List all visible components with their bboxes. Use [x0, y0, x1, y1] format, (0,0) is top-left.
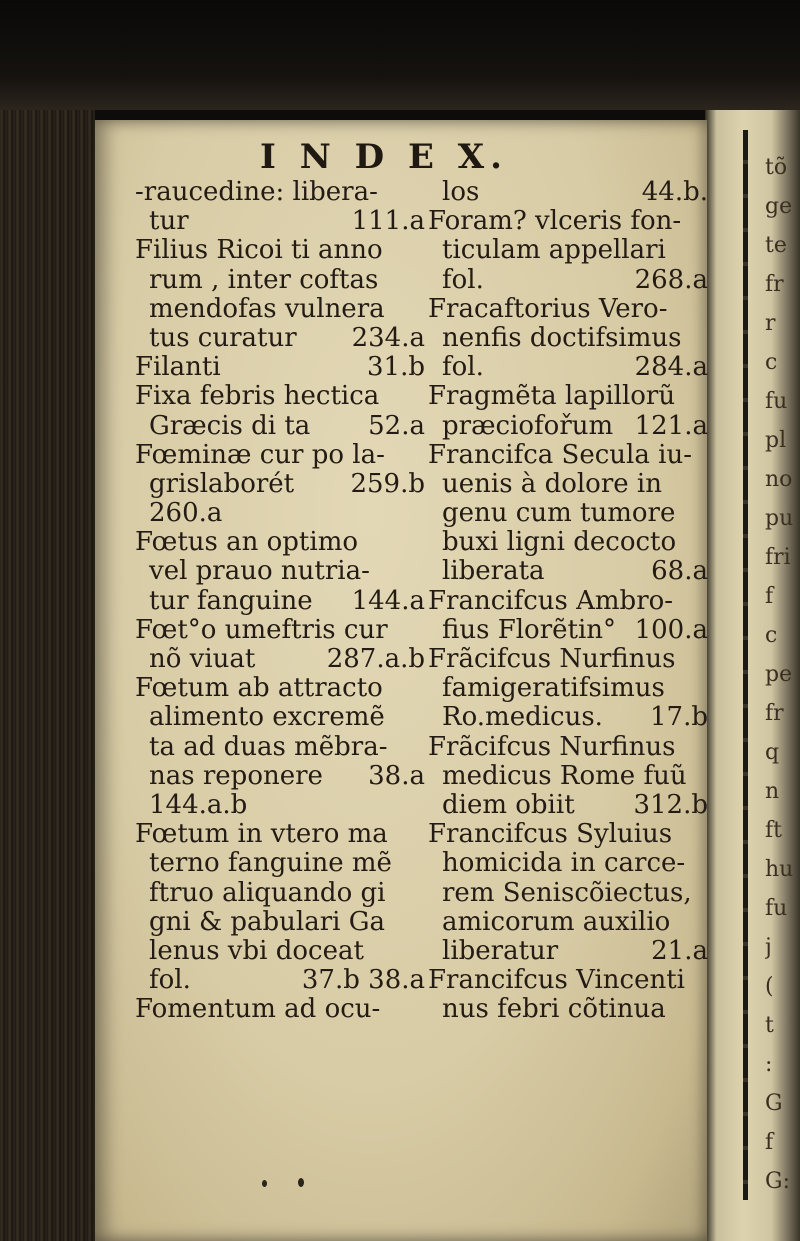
index-entry-line [428, 441, 708, 470]
entry-page-ref: 284.a [634, 352, 708, 383]
entry-text: Francifcus Vincenti [428, 965, 685, 996]
entry-page-ref: 144.a [351, 585, 425, 616]
index-entry-line [428, 528, 708, 557]
index-entry-line [135, 791, 425, 820]
entry-text: genu cum tumore [442, 498, 676, 529]
entry-page-ref: 44.b. [641, 177, 708, 207]
entry-text: Fracaftorius Vero- [428, 293, 668, 324]
entry-text: liberata [442, 556, 545, 587]
facing-page-fragment: j [765, 935, 772, 960]
facing-page-fragment: G: [765, 1169, 790, 1194]
facing-page-fragment: pe [765, 662, 793, 687]
entry-text: tur [149, 206, 189, 237]
index-entry-line [428, 966, 708, 995]
index-entry-line [135, 353, 425, 382]
entry-text: famigeratifsimus [442, 673, 665, 704]
index-entry-line [428, 266, 708, 295]
index-column-right [428, 178, 708, 1024]
entry-text: buxi ligni decocto [442, 527, 677, 558]
index-entry-line [428, 937, 708, 966]
facing-page-fragment: r [765, 311, 776, 336]
facing-page-fragment: no [765, 467, 793, 492]
facing-page [705, 110, 800, 1241]
index-entry-line [428, 587, 708, 616]
facing-page-fragment: f [765, 1130, 774, 1155]
entry-text: Fœtum in vtero ma [135, 819, 388, 850]
entry-page-ref: 37.b 38.a [301, 965, 425, 996]
facing-page-fragment: fri [765, 545, 791, 570]
facing-page-fragment: pu [765, 506, 794, 531]
index-entry-line [135, 295, 425, 324]
entry-text: tur fanguine [149, 585, 313, 616]
index-entry-line [135, 587, 425, 616]
index-entry-line [135, 616, 425, 645]
entry-text: 144.a.b [149, 789, 248, 820]
index-entry-line [135, 324, 425, 353]
facing-page-fragment: fu [765, 389, 788, 414]
entry-text: Filius Ricoi ti anno [135, 235, 383, 266]
entry-text: ta ad duas mẽbra- [149, 731, 388, 762]
facing-page-fragment: fr [765, 701, 784, 726]
index-entry-line [135, 674, 425, 703]
entry-page-ref: 68.a [651, 556, 708, 587]
facing-page-fragment: hu [765, 857, 794, 882]
entry-text: Francifca Secula iu- [428, 439, 692, 470]
entry-text: Fixa febris hectica [135, 381, 380, 412]
entry-text: fol. [442, 352, 484, 383]
entry-page-ref: 111.a [351, 206, 425, 237]
index-entry-line [428, 879, 708, 908]
entry-page-ref: 312.b [633, 789, 708, 820]
entry-text: Francifcus Ambro- [428, 585, 674, 616]
entry-text: Fomentum ad ocu- [135, 994, 381, 1025]
index-entry-line [135, 733, 425, 762]
entry-text: nus febri cõtinua [442, 994, 666, 1025]
index-entry-line [428, 324, 708, 353]
facing-page-fragment: G [765, 1091, 783, 1116]
entry-text: medicus Rome fuũ [442, 760, 687, 791]
index-entry-line [135, 207, 425, 236]
entry-text: 260.a [149, 498, 223, 529]
entry-text: præciofořum [442, 410, 614, 441]
index-entry-line [428, 353, 708, 382]
entry-page-ref: 100.a [634, 614, 708, 645]
entry-text: homicida in carce- [442, 848, 686, 879]
entry-text: tus curatur [149, 322, 297, 353]
index-entry-line [428, 762, 708, 791]
index-entry-line [135, 703, 425, 732]
index-entry-line [135, 499, 425, 528]
index-entry-line [135, 849, 425, 878]
index-entry-line [135, 762, 425, 791]
index-entry-line [135, 178, 425, 207]
facing-page-fragment: c [765, 350, 778, 375]
facing-page-fragment: ft [765, 818, 782, 843]
index-entry-line [428, 820, 708, 849]
ink-speck [262, 1180, 267, 1187]
index-entry-line [428, 703, 708, 732]
entry-page-ref: 259.b [350, 468, 425, 499]
index-entry-line [428, 236, 708, 265]
entry-text: nenfis doctifsimus [442, 322, 682, 353]
facing-page-fragment: te [765, 233, 787, 258]
index-entry-line [135, 528, 425, 557]
entry-text: fol. [442, 264, 484, 295]
entry-text: Frãcifcus Nurfinus [428, 731, 676, 762]
index-entry-line [135, 382, 425, 411]
entry-text: alimento excremẽ [149, 702, 385, 733]
index-entry-line [428, 616, 708, 645]
index-entry-line [428, 178, 708, 207]
entry-page-ref: 21.a [651, 935, 708, 966]
facing-page-fragment: ge [765, 194, 793, 219]
entry-text: amicorum auxilio [442, 906, 671, 937]
facing-page-fragment: fu [765, 896, 788, 921]
index-entry-line [428, 791, 708, 820]
facing-page-fragment: ( [765, 974, 774, 999]
entry-text: ticulam appellari [442, 235, 666, 266]
index-entry-line [135, 995, 425, 1024]
facing-page-fragment: fr [765, 272, 784, 297]
index-entry-line [135, 470, 425, 499]
entry-page-ref: 121.a [634, 410, 708, 441]
entry-page-ref: 52.a [368, 410, 425, 441]
index-entry-line [428, 295, 708, 324]
entry-page-ref: 268.a [634, 264, 708, 295]
entry-text: Ro.medicus. [442, 702, 603, 733]
entry-text: mendofas vulnera [149, 293, 385, 324]
dark-background [0, 0, 800, 110]
index-entry-line [428, 499, 708, 528]
facing-page-fragment: tõ [765, 155, 788, 180]
index-entry-line [428, 849, 708, 878]
index-entry-line [428, 207, 708, 236]
index-entry-line [428, 412, 708, 441]
entry-text: Fœtus an optimo [135, 527, 359, 558]
entry-text: Francifcus Syluius [428, 819, 673, 850]
index-entry-line [135, 908, 425, 937]
entry-text: rem Seniscõiectus, [442, 877, 692, 908]
entry-text: rum , inter coftas [149, 264, 379, 295]
index-entry-line [428, 470, 708, 499]
index-entry-line [135, 441, 425, 470]
index-entry-line [135, 645, 425, 674]
entry-text: los [442, 177, 480, 207]
entry-page-ref: 38.a [368, 760, 425, 791]
entry-text: diem obiit [442, 789, 575, 820]
entry-page-ref: 287.a.b [326, 644, 425, 674]
entry-text: vel prauo nutria- [149, 556, 370, 587]
entry-text: fius Florẽtin° [442, 614, 617, 645]
index-entry-line [135, 820, 425, 849]
entry-text: Foram? vlceris fon- [428, 206, 682, 237]
facing-page-fragment: pl [765, 428, 787, 453]
entry-text: fol. [149, 965, 191, 996]
entry-text: Fœtum ab attracto [135, 673, 383, 704]
index-entry-line [428, 382, 708, 411]
facing-page-fragment: f [765, 584, 774, 609]
entry-page-ref: 31.b [367, 352, 425, 383]
page-header: I N D E X. [260, 137, 508, 177]
entry-text: Filanti [135, 352, 221, 383]
index-entry-line [428, 733, 708, 762]
facing-page-fragment: t [765, 1013, 774, 1038]
index-entry-line [428, 645, 708, 674]
index-entry-line [135, 412, 425, 441]
entry-text: Frãcifcus Nurfinus [428, 644, 676, 674]
entry-text: Fœt°o umeftris cur [135, 614, 388, 645]
ink-speck [298, 1178, 304, 1187]
facing-page-fragment: : [765, 1052, 773, 1077]
entry-text: lenus vbi doceat [149, 935, 364, 966]
index-entry-line [428, 674, 708, 703]
entry-text: grislaborét [149, 468, 295, 499]
gutter-shadow [743, 130, 748, 1200]
index-column-left [135, 178, 425, 1024]
index-entry-line [135, 937, 425, 966]
entry-text: Fœminæ cur po la- [135, 439, 385, 470]
index-entry-line [135, 879, 425, 908]
entry-text: nõ viuat [149, 644, 256, 674]
index-entry-line [135, 557, 425, 586]
entry-text: gni & pabulari Ga [149, 906, 386, 937]
entry-text: Græcis di ta [149, 410, 311, 441]
entry-page-ref: 234.a [351, 322, 425, 353]
index-entry-line [428, 557, 708, 586]
index-entry-line [135, 266, 425, 295]
entry-text: ftruo aliquando gi [149, 877, 386, 908]
entry-text: nas reponere [149, 760, 323, 791]
entry-text: terno fanguine mẽ [149, 848, 392, 879]
facing-page-fragment: c [765, 623, 778, 648]
facing-page-fragment: n [765, 779, 780, 804]
entry-text: Fragmẽta lapillorũ [428, 381, 676, 412]
entry-text: uenis à dolore in [442, 468, 662, 499]
index-entry-line [428, 908, 708, 937]
entry-page-ref: 17.b [650, 702, 708, 733]
index-entry-line [428, 995, 708, 1024]
entry-text: -raucedine: libera- [135, 177, 378, 207]
index-entry-line [135, 236, 425, 265]
entry-text: liberatur [442, 935, 559, 966]
page-edges-left [0, 110, 95, 1241]
facing-page-fragment: q [765, 740, 780, 765]
index-entry-line [135, 966, 425, 995]
